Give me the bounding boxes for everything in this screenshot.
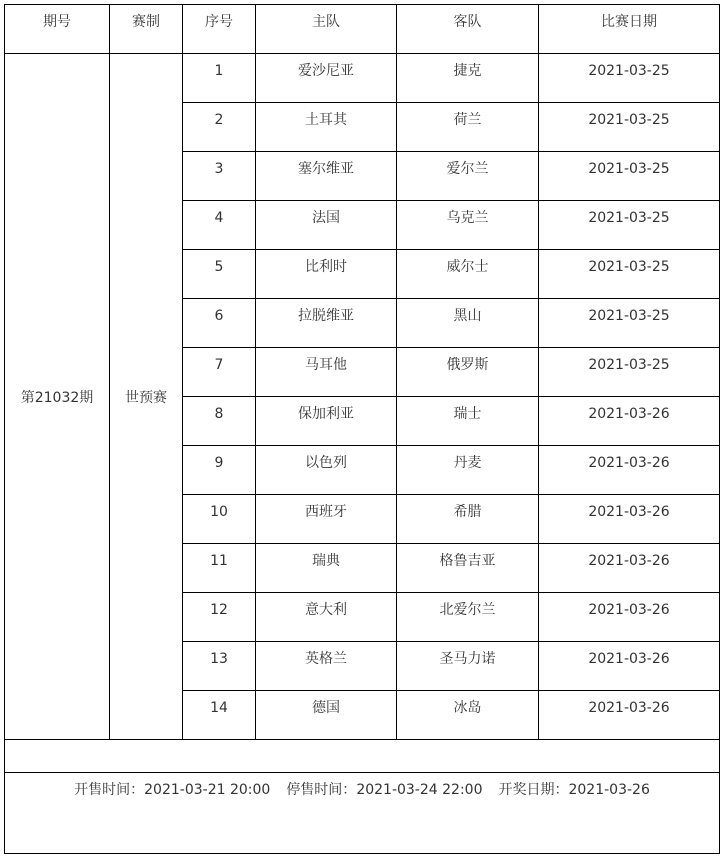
seq-cell: 9 (183, 446, 256, 495)
match-date-cell: 2021-03-25 (539, 201, 720, 250)
seq-cell: 5 (183, 250, 256, 299)
home-team-cell: 意大利 (256, 593, 397, 642)
sale-start-label: 开售时间： (74, 782, 145, 798)
draw-date-label: 开奖日期： (498, 782, 569, 798)
seq-cell: 12 (183, 593, 256, 642)
issue-cell: 第21032期 (5, 54, 110, 740)
match-date-cell: 2021-03-26 (539, 593, 720, 642)
home-team-cell: 法国 (256, 201, 397, 250)
home-team-cell: 比利时 (256, 250, 397, 299)
away-team-cell: 希腊 (397, 495, 539, 544)
seq-cell: 8 (183, 397, 256, 446)
away-team-cell: 威尔士 (397, 250, 539, 299)
seq-cell: 10 (183, 495, 256, 544)
footer-cell (5, 773, 720, 854)
header-seq: 序号 (183, 5, 256, 54)
seq-cell: 7 (183, 348, 256, 397)
sale-info (5, 773, 719, 799)
home-team-cell: 塞尔维亚 (256, 152, 397, 201)
spacer-row (5, 740, 720, 773)
home-team-cell: 爱沙尼亚 (256, 54, 397, 103)
table-row (5, 54, 720, 103)
footer-row (5, 773, 720, 854)
match-date-cell: 2021-03-25 (539, 299, 720, 348)
home-team-cell: 西班牙 (256, 495, 397, 544)
away-team-cell: 格鲁吉亚 (397, 544, 539, 593)
match-date-cell: 2021-03-25 (539, 250, 720, 299)
header-row (5, 5, 720, 54)
match-date-cell: 2021-03-26 (539, 544, 720, 593)
away-team-cell: 爱尔兰 (397, 152, 539, 201)
away-team-cell: 北爱尔兰 (397, 593, 539, 642)
away-team-cell: 瑞士 (397, 397, 539, 446)
header-home: 主队 (256, 5, 397, 54)
seq-cell: 2 (183, 103, 256, 152)
sale-stop-label: 停售时间： (286, 782, 357, 798)
match-date-cell: 2021-03-26 (539, 642, 720, 691)
seq-cell: 14 (183, 691, 256, 740)
home-team-cell: 以色列 (256, 446, 397, 495)
away-team-cell: 捷克 (397, 54, 539, 103)
header-away: 客队 (397, 5, 539, 54)
home-team-cell: 马耳他 (256, 348, 397, 397)
match-date-cell: 2021-03-26 (539, 397, 720, 446)
home-team-cell: 保加利亚 (256, 397, 397, 446)
format-cell: 世预赛 (110, 54, 183, 740)
match-date-cell: 2021-03-26 (539, 495, 720, 544)
match-date-cell: 2021-03-25 (539, 152, 720, 201)
away-team-cell: 乌克兰 (397, 201, 539, 250)
seq-cell: 3 (183, 152, 256, 201)
away-team-cell: 冰岛 (397, 691, 539, 740)
header-date: 比赛日期 (539, 5, 720, 54)
header-format: 赛制 (110, 5, 183, 54)
home-team-cell: 德国 (256, 691, 397, 740)
away-team-cell: 黑山 (397, 299, 539, 348)
match-date-cell: 2021-03-25 (539, 54, 720, 103)
draw-date-value: 2021-03-26 (568, 782, 650, 798)
away-team-cell: 俄罗斯 (397, 348, 539, 397)
away-team-cell: 圣马力诺 (397, 642, 539, 691)
seq-cell: 6 (183, 299, 256, 348)
seq-cell: 1 (183, 54, 256, 103)
sale-stop-value: 2021-03-24 22:00 (356, 782, 483, 798)
match-date-cell: 2021-03-26 (539, 691, 720, 740)
match-date-cell: 2021-03-25 (539, 103, 720, 152)
home-team-cell: 英格兰 (256, 642, 397, 691)
seq-cell: 11 (183, 544, 256, 593)
seq-cell: 4 (183, 201, 256, 250)
match-date-cell: 2021-03-25 (539, 348, 720, 397)
fixture-table (4, 4, 720, 854)
match-date-cell: 2021-03-26 (539, 446, 720, 495)
home-team-cell: 瑞典 (256, 544, 397, 593)
away-team-cell: 荷兰 (397, 103, 539, 152)
header-issue: 期号 (5, 5, 110, 54)
spacer-cell (5, 740, 720, 773)
home-team-cell: 拉脱维亚 (256, 299, 397, 348)
seq-cell: 13 (183, 642, 256, 691)
away-team-cell: 丹麦 (397, 446, 539, 495)
sale-start-value: 2021-03-21 20:00 (144, 782, 271, 798)
home-team-cell: 土耳其 (256, 103, 397, 152)
